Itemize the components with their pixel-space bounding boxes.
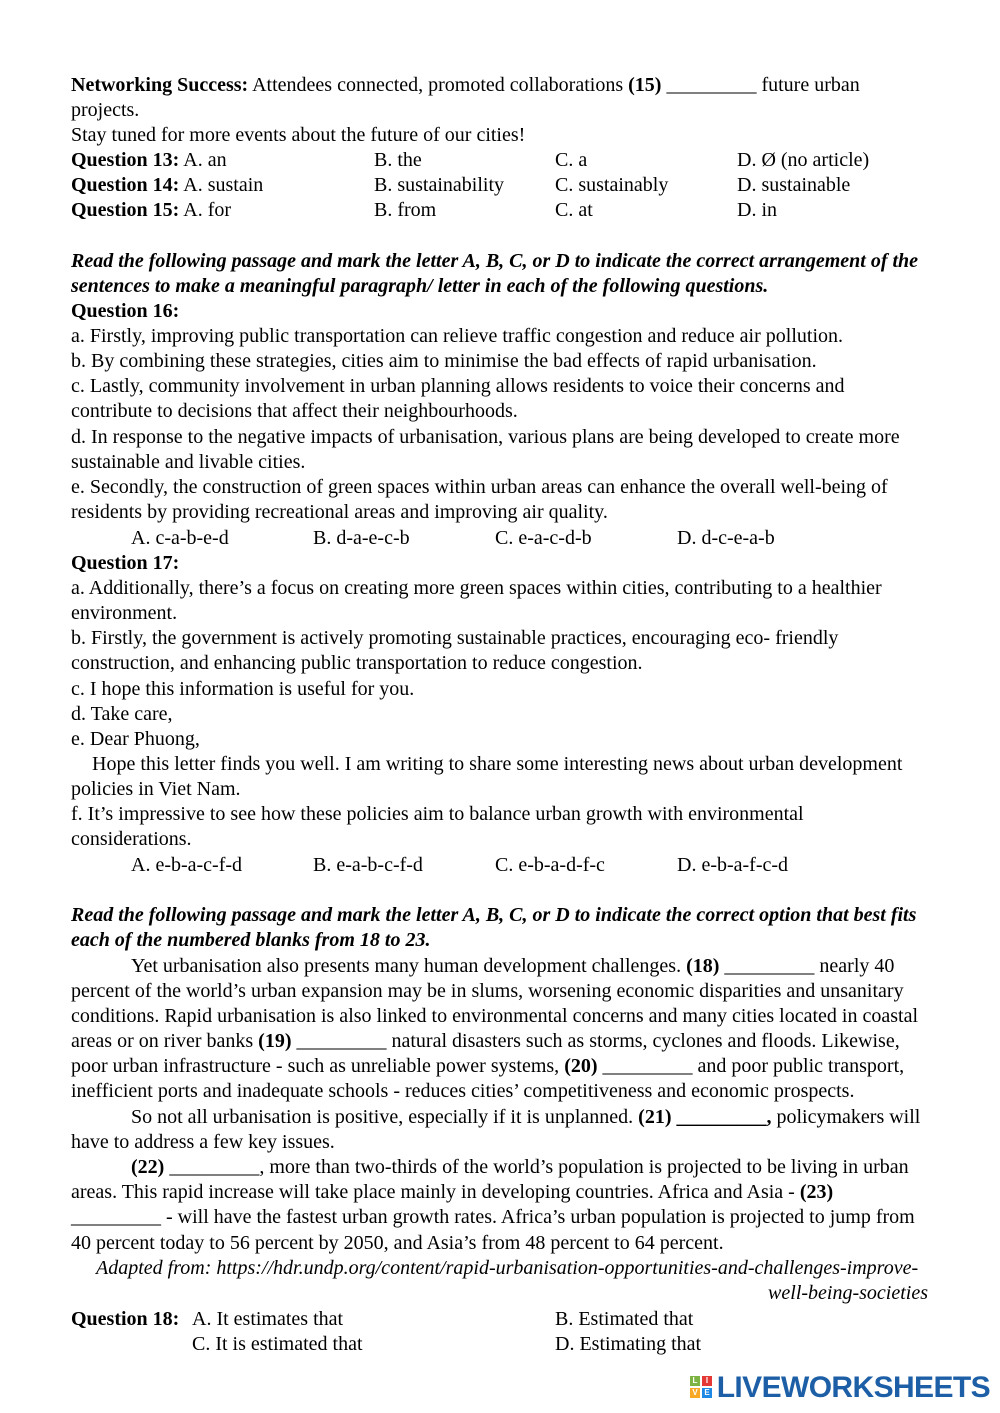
liveworksheets-logo-icon [690, 1376, 712, 1398]
question-16-label: Question 16: [71, 300, 180, 322]
question-16-option-b: B. d-a-e-c-b [313, 527, 410, 549]
cloze-instruction-line: Read the following passage and mark the letter A, B, C, or D to indicate the correct option that best fits [71, 904, 917, 926]
question-13-label: Question 13: [71, 149, 180, 171]
cloze-instruction-line: each of the numbered blanks from 18 to 23. [71, 929, 431, 951]
passage-line [131, 1105, 920, 1130]
logo-icon-square: E [702, 1388, 712, 1398]
question-16-option-d: D. d-c-e-a-b [677, 527, 775, 549]
passage-line [131, 954, 894, 979]
logo-icon-square: V [690, 1388, 700, 1398]
question-15-row [71, 198, 777, 223]
question-16-sentence-line: a. Firstly, improving public transportation can relieve traffic congestion and reduce air pollution. [71, 325, 844, 347]
closing-line: Stay tuned for more events about the future of our cities! [71, 124, 526, 146]
question-16-option-c: C. e-a-c-d-b [495, 527, 592, 549]
question-15-option-a: A. for [183, 199, 232, 221]
logo-icon-square: I [702, 1376, 712, 1386]
networking-label: Networking Success: [71, 74, 249, 96]
passage-line: percent of the world’s urban expansion may be in slums, worsening economic disparities and unsanitary [71, 980, 904, 1002]
question-17-option-d: D. e-b-a-f-c-d [677, 854, 789, 876]
question-18-label: Question 18: [71, 1308, 180, 1330]
question-18-option-b: B. Estimated that [555, 1308, 694, 1330]
passage-text: areas or on river banks [71, 1030, 259, 1052]
question-17-sentence-line: b. Firstly, the government is actively promoting sustainable practices, encouraging eco- friendly [71, 627, 839, 649]
passage-text: policymakers will [771, 1106, 921, 1128]
blank-number-18: (18) [686, 955, 720, 977]
question-13-option-b: B. the [374, 149, 422, 171]
question-13-option-d: D. Ø (no article) [737, 149, 870, 171]
question-17-option-a: A. e-b-a-c-f-d [131, 854, 243, 876]
question-17-sentence-line: Hope this letter finds you well. I am writing to share some interesting news about urban development [92, 753, 903, 775]
question-14-option-d: D. sustainable [737, 174, 851, 196]
question-18-option-a: A. It estimates that [192, 1308, 344, 1330]
question-17-option-b: B. e-a-b-c-f-d [313, 854, 423, 876]
question-13-option-a: A. an [183, 149, 227, 171]
passage-text: So not all urbanisation is positive, especially if it is unplanned. [131, 1106, 639, 1128]
liveworksheets-logo-text: LIVEWORKSHEETS [716, 1371, 990, 1404]
question-13-row [71, 148, 870, 173]
question-18-row [71, 1307, 694, 1332]
passage-text: _________ natural disasters such as storms, cyclones and floods. Likewise, [291, 1030, 900, 1052]
question-18-option-c: C. It is estimated that [192, 1333, 363, 1355]
question-16-option-a: A. c-a-b-e-d [131, 527, 229, 549]
passage-text: _________, more than two-thirds of the world’s population is projected to be living in urban [164, 1156, 909, 1178]
source-citation-line: well-being-societies [768, 1282, 928, 1304]
question-16-sentence-line: c. Lastly, community involvement in urban planning allows residents to voice their concerns and [71, 375, 845, 397]
blank-number-21: (21) _________, [638, 1106, 772, 1128]
passage-line: _________ - will have the fastest urban growth rates. Africa’s urban population is projected to jump from [71, 1206, 915, 1228]
question-17-label: Question 17: [71, 552, 180, 574]
blank-number-20: (20) [564, 1055, 598, 1077]
passage-line: have to address a few key issues. [71, 1131, 335, 1153]
passage-text: areas. This rapid increase will take place mainly in developing countries. Africa and Asia - [71, 1181, 800, 1203]
question-16-sentence-line: e. Secondly, the construction of green spaces within urban areas can enhance the overall well-being of [71, 476, 888, 498]
passage-line [131, 1155, 909, 1180]
question-17-sentence-line: environment. [71, 602, 178, 624]
question-17-sentence-line: considerations. [71, 828, 192, 850]
question-14-option-c: C. sustainably [555, 174, 669, 196]
question-14-option-a: A. sustain [183, 174, 264, 196]
question-17-sentence-line: a. Additionally, there’s a focus on creating more green spaces within cities, contributing to a healthier [71, 577, 882, 599]
question-15-option-d: D. in [737, 199, 777, 221]
passage-line [71, 1029, 900, 1054]
question-14-option-b: B. sustainability [374, 174, 504, 196]
passage-text: Yet urbanisation also presents many human development challenges. [131, 955, 687, 977]
arrangement-instruction-line: sentences to make a meaningful paragraph/ letter in each of the following questions. [71, 275, 769, 297]
question-15-option-c: C. at [555, 199, 593, 221]
networking-continuation-line: projects. [71, 99, 140, 121]
question-17-sentence-line: construction, and enhancing public transportation to reduce congestion. [71, 652, 643, 674]
passage-line: inefficient ports and inadequate schools - reduces cities’ competitiveness and economic prospects. [71, 1080, 855, 1102]
question-15-label: Question 15: [71, 199, 180, 221]
blank-number-19: (19) [258, 1030, 292, 1052]
blank-number-15: (15) [628, 74, 662, 96]
question-17-sentence-line: f. It’s impressive to see how these policies aim to balance urban growth with environmental [71, 803, 804, 825]
question-16-sentence-line: sustainable and livable cities. [71, 451, 306, 473]
passage-text: _________ nearly 40 [719, 955, 895, 977]
question-17-sentence-line: d. Take care, [71, 703, 173, 725]
blank-number-23: (23) [799, 1181, 834, 1203]
question-17-sentence-line: e. Dear Phuong, [71, 728, 200, 750]
question-17-sentence-line: c. I hope this information is useful for you. [71, 678, 415, 700]
question-16-sentence-line: d. In response to the negative impacts of urbanisation, various plans are being developed to create more [71, 426, 900, 448]
networking-success-line [71, 73, 860, 98]
passage-line [71, 1180, 833, 1205]
question-15-option-b: B. from [374, 199, 437, 221]
question-18-option-d: D. Estimating that [555, 1333, 702, 1355]
passage-line: 40 percent today to 56 percent by 2050, and Asia’s from 48 percent to 64 percent. [71, 1232, 724, 1254]
question-17-option-c: C. e-b-a-d-f-c [495, 854, 605, 876]
question-13-option-c: C. a [555, 149, 588, 171]
question-14-row [71, 173, 851, 198]
networking-text-after-blank: _________ future urban [661, 74, 860, 96]
arrangement-instruction-line: Read the following passage and mark the letter A, B, C, or D to indicate the correct arrangement of the [71, 250, 919, 272]
passage-text: poor urban infrastructure - such as unreliable power systems, [71, 1055, 565, 1077]
question-16-sentence-line: contribute to decisions that affect their neighbourhoods. [71, 400, 518, 422]
question-17-sentence-line: policies in Viet Nam. [71, 778, 241, 800]
passage-line [71, 1054, 904, 1079]
blank-number-22: (22) [131, 1156, 165, 1178]
question-16-sentence-line: b. By combining these strategies, cities aim to minimise the bad effects of rapid urbanisation. [71, 350, 817, 372]
networking-text: Attendees connected, promoted collaborations [248, 74, 629, 96]
source-citation-line: Adapted from: https://hdr.undp.org/content/rapid-urbanisation-opportunities-and-challenges-improve- [96, 1257, 919, 1279]
passage-text: _________ and poor public transport, [597, 1055, 905, 1077]
logo-icon-square: L [690, 1376, 700, 1386]
passage-line: conditions. Rapid urbanisation is also linked to environmental concerns and many cities located in coastal [71, 1005, 919, 1027]
question-14-label: Question 14: [71, 174, 180, 196]
question-16-sentence-line: residents by providing recreational areas and improving air quality. [71, 501, 608, 523]
